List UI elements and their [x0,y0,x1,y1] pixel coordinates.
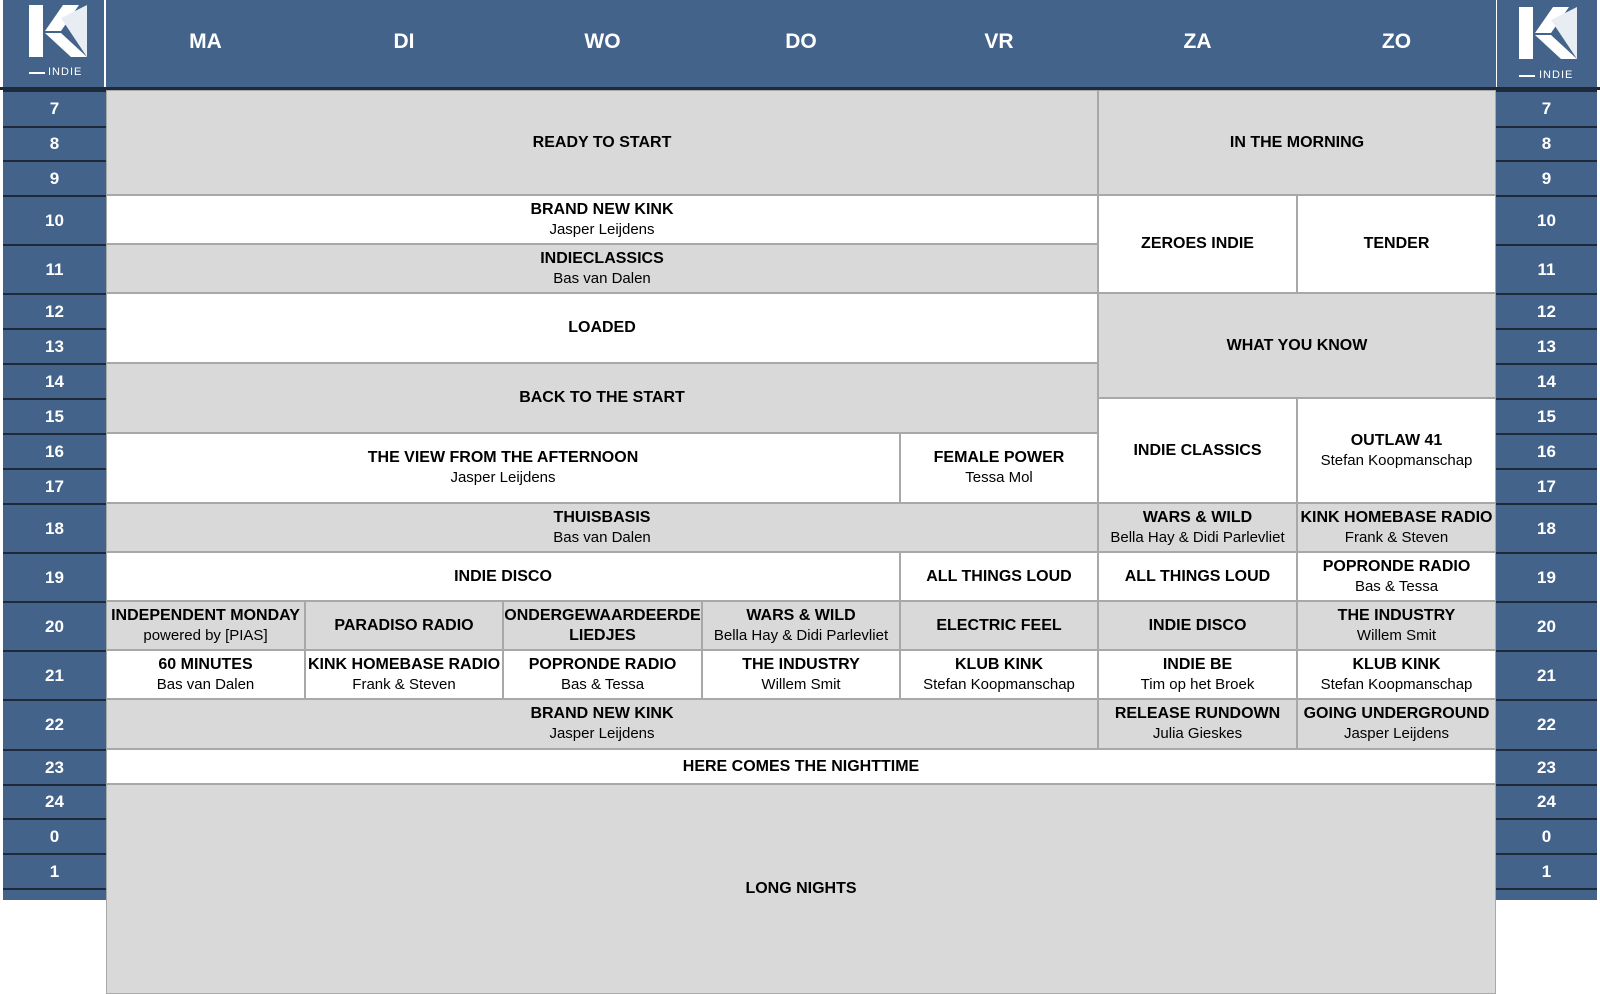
hour-label: 19 [3,552,106,601]
program-ready-to-start[interactable] [106,90,1098,195]
program-the-industry[interactable] [1297,601,1496,650]
program-title: ALL THINGS LOUD [926,567,1072,585]
program-title: POPRONDE RADIO [1322,557,1471,575]
program-title: INDIE DISCO [1148,616,1247,634]
program-paradiso-radio[interactable] [305,601,503,650]
day-ma: MA [189,30,222,53]
program-title: INDIE CLASSICS [1133,441,1262,459]
program-title: INDIE BE [1162,655,1233,673]
program-all-things-loud[interactable] [900,552,1098,601]
program-title: WHAT YOU KNOW [1226,336,1368,354]
hour-label: 13 [1496,328,1597,363]
logo-text: INDIE [1539,69,1574,81]
program-title: LONG NIGHTS [745,880,857,897]
program-ondergewaardeerde-liedjes[interactable] [503,601,702,650]
program-title: INDIECLASSICS [540,249,664,267]
day-vr: VR [984,30,1014,53]
program-in-the-morning[interactable] [1098,90,1496,195]
hour-label: 8 [1496,126,1597,160]
program-host: Bas van Dalen [156,675,255,693]
program-here-comes-the-nighttime[interactable] [106,749,1496,784]
hour-label: 12 [3,293,106,328]
program-brand-new-kink[interactable] [106,195,1098,244]
program-title: THE INDUSTRY [1337,606,1456,624]
program-title: OUTLAW 41 [1350,431,1443,449]
day-di: DI [393,30,415,53]
program-tender[interactable] [1297,195,1496,293]
program-title: KLUB KINK [955,655,1043,673]
program-host: Stefan Koopmanschap [923,675,1075,693]
program-host: Bas van Dalen [553,269,651,287]
hour-label: 16 [1496,433,1597,468]
program-electric-feel[interactable] [900,601,1098,650]
day-za: ZA [1183,30,1212,53]
program-title: WARS & WILD [746,606,856,624]
hour-label: 12 [1496,293,1597,328]
program-host: Tessa Mol [965,469,1033,486]
program-host: Jasper Leijdens [549,725,655,742]
program-host: Jasper Leijdens [1343,725,1450,742]
program-title: GOING UNDERGROUND [1303,705,1490,722]
program-brand-new-kink[interactable] [106,699,1098,749]
program-indie-be[interactable] [1098,650,1297,699]
program-host: Frank & Steven [352,675,456,693]
hour-label: 23 [1496,749,1597,784]
program-title: ELECTRIC FEEL [936,616,1062,634]
program-host: Bas & Tessa [1354,577,1439,595]
program-outlaw-41[interactable] [1297,398,1496,503]
program-host: Bas & Tessa [560,675,645,693]
program-popronde-radio[interactable] [503,650,702,699]
program-female-power[interactable] [900,433,1098,503]
hour-label: 15 [1496,398,1597,433]
program-title: READY TO START [532,133,672,151]
program-title: FEMALE POWER [933,449,1065,466]
program-loaded[interactable] [106,293,1098,363]
hour-label: 21 [3,650,106,699]
hour-label: 9 [3,160,106,195]
kink-indie-logo-left [3,0,104,87]
hour-label [3,888,106,900]
program-title: TENDER [1363,235,1430,252]
hour-label: 7 [3,90,106,126]
program-wars-and-wild[interactable] [1098,503,1297,552]
program-60-minutes[interactable] [106,650,305,699]
program-host: Stefan Koopmanschap [1320,675,1473,693]
program-kink-homebase-radio[interactable] [1297,503,1496,552]
program-host: powered by [PIAS] [143,626,268,644]
hour-label: 11 [3,244,106,293]
program-host: Willem Smit [1356,626,1437,644]
program-title: LOADED [568,319,636,336]
program-title: KINK HOMEBASE RADIO [308,655,501,673]
program-title: INDEPENDENT MONDAY [111,606,300,624]
hour-label: 23 [3,749,106,784]
program-title: KLUB KINK [1352,655,1441,673]
program-title: RELEASE RUNDOWN [1114,705,1281,722]
program-host: Jasper Leijdens [450,469,556,486]
program-title: WARS & WILD [1142,508,1253,526]
program-host: Frank & Steven [1344,528,1449,546]
program-indieclassics[interactable] [106,244,1098,293]
program-popronde-radio[interactable] [1297,552,1496,601]
day-header [106,0,1496,90]
hour-label: 13 [3,328,106,363]
program-title: 60 MINUTES [158,655,253,673]
program-title: POPRONDE RADIO [528,655,677,673]
program-klub-kink[interactable] [900,650,1098,699]
program-title: THE INDUSTRY [742,655,860,673]
hour-label: 16 [3,433,106,468]
program-view-from-the-afternoon[interactable] [106,433,900,503]
program-title: IN THE MORNING [1229,133,1365,151]
hour-label: 10 [3,195,106,244]
program-what-you-know[interactable] [1098,293,1496,398]
hour-label: 0 [3,818,106,853]
program-title: ZEROES INDIE [1141,235,1254,252]
program-indie-classics[interactable] [1098,398,1297,503]
hour-label: 10 [1496,195,1597,244]
program-host: Stefan Koopmanschap [1320,451,1473,469]
program-host: Jasper Leijdens [549,220,655,238]
hour-label: 0 [1496,818,1597,853]
program-title: ALL THINGS LOUD [1124,567,1271,585]
hour-label: 1 [3,853,106,888]
hour-label: 14 [1496,363,1597,398]
program-back-to-the-start[interactable] [106,363,1098,433]
logo-text: INDIE [48,66,83,78]
hour-label: 20 [3,601,106,650]
hour-label: 17 [1496,468,1597,503]
program-host: Tim op het Broek [1140,675,1255,693]
hour-label [1496,888,1597,900]
program-title: BRAND NEW KINK [530,200,674,218]
program-long-nights[interactable] [106,784,1496,994]
program-title: ONDERGEWAARDEERDE LIEDJES [504,606,701,644]
program-host: Willem Smit [761,675,841,693]
hour-label: 24 [3,784,106,818]
program-title: PARADISO RADIO [334,616,474,634]
program-going-underground[interactable] [1297,699,1496,749]
hour-label: 14 [3,363,106,398]
program-thuisbasis[interactable] [106,503,1098,552]
kink-indie-logo-right [1497,0,1597,87]
hour-label: 7 [1496,90,1597,126]
program-wars-and-wild[interactable] [702,601,900,650]
hour-label: 19 [1496,552,1597,601]
hour-label: 9 [1496,160,1597,195]
program-title: BRAND NEW KINK [530,705,674,722]
hour-label: 22 [1496,699,1597,749]
hour-label: 18 [1496,503,1597,552]
hour-label: 18 [3,503,106,552]
program-kink-homebase-radio[interactable] [305,650,503,699]
program-indie-disco[interactable] [1098,601,1297,650]
program-title: THE VIEW FROM THE AFTERNOON [367,449,639,466]
program-the-industry[interactable] [702,650,900,699]
hour-label: 11 [1496,244,1597,293]
hour-label: 21 [1496,650,1597,699]
day-do: DO [785,30,817,53]
hour-label: 22 [3,699,106,749]
hour-label: 17 [3,468,106,503]
program-title: HERE COMES THE NIGHTTIME [682,757,920,775]
program-klub-kink[interactable] [1297,650,1496,699]
program-independent-monday[interactable] [106,601,305,650]
program-title: KINK HOMEBASE RADIO [1300,508,1493,526]
hour-label: 24 [1496,784,1597,818]
hour-label: 15 [3,398,106,433]
program-indie-disco[interactable] [106,552,900,601]
program-zeroes-indie[interactable] [1098,195,1297,293]
program-title: THUISBASIS [553,508,651,526]
program-host: Bas van Dalen [553,528,651,546]
hour-label: 8 [3,126,106,160]
program-title: BACK TO THE START [519,389,685,406]
day-zo: ZO [1381,30,1412,53]
program-host: Bella Hay & Didi Parlevliet [1110,528,1285,546]
program-host: Julia Gieskes [1152,725,1243,742]
hour-label: 1 [1496,853,1597,888]
program-host: Bella Hay & Didi Parlevliet [713,626,889,644]
hour-label: 20 [1496,601,1597,650]
program-release-rundown[interactable] [1098,699,1297,749]
day-wo: WO [584,30,621,53]
program-all-things-loud[interactable] [1098,552,1297,601]
program-title: INDIE DISCO [454,567,552,585]
